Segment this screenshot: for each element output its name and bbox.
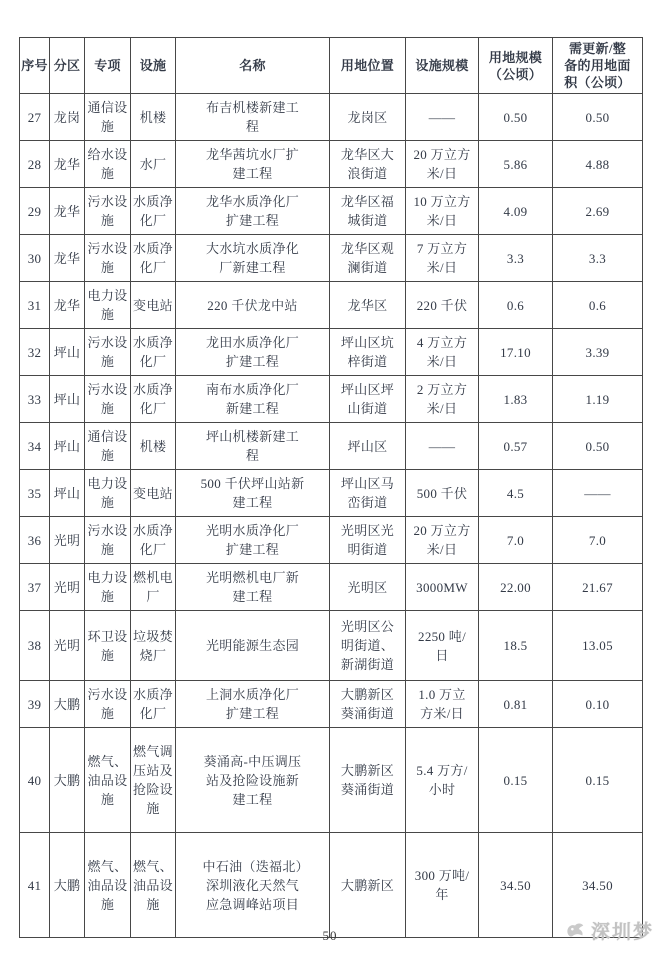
table-cell: 龙华区 (330, 282, 406, 329)
table-cell: 污水设施 (85, 329, 131, 376)
table-cell: 13.05 (553, 611, 643, 681)
table-cell: 1.83 (479, 376, 553, 423)
table-cell: 3.3 (553, 235, 643, 282)
table-cell: 坪山 (50, 470, 85, 517)
table-cell: 光明燃机电厂新建工程 (176, 564, 330, 611)
table-row (20, 833, 643, 938)
table-cell: 18.5 (479, 611, 553, 681)
table-cell: 大鹏新区葵涌街道 (330, 681, 406, 728)
table-cell: 水质净化厂 (131, 235, 176, 282)
table-cell: —— (406, 423, 479, 470)
table-cell: 布吉机楼新建工程 (176, 94, 330, 141)
table-cell: 光明区光明街道 (330, 517, 406, 564)
table-cell: 龙华区福城街道 (330, 188, 406, 235)
table-cell: 光明 (50, 611, 85, 681)
table-cell: 7 万立方米/日 (406, 235, 479, 282)
table-cell: 龙华茜坑水厂扩建工程 (176, 141, 330, 188)
table-cell: 上洞水质净化厂扩建工程 (176, 681, 330, 728)
table-row (20, 470, 643, 517)
table-header (20, 38, 643, 94)
table-cell: 污水设施 (85, 188, 131, 235)
table-cell: 光明区公明街道、新湖街道 (330, 611, 406, 681)
table-row (20, 423, 643, 470)
table-cell: 坪山区坑梓街道 (330, 329, 406, 376)
table-cell: 燃气、油品设施 (131, 833, 176, 938)
table-cell: 坪山机楼新建工程 (176, 423, 330, 470)
table-cell: 南布水质净化厂新建工程 (176, 376, 330, 423)
table-cell: 20 万立方米/日 (406, 517, 479, 564)
table-row (20, 329, 643, 376)
table-cell: 1.19 (553, 376, 643, 423)
table-cell: 光明能源生态园 (176, 611, 330, 681)
table-cell: 0.57 (479, 423, 553, 470)
table-cell: 龙岗区 (330, 94, 406, 141)
table-row (20, 94, 643, 141)
table-cell: 4 万立方米/日 (406, 329, 479, 376)
table-cell: 220 千伏龙中站 (176, 282, 330, 329)
table-cell: 0.10 (553, 681, 643, 728)
table-body (20, 94, 643, 938)
column-header-seq: 序号 (20, 38, 50, 94)
table-cell: 500 千伏 (406, 470, 479, 517)
table-cell: 龙华 (50, 188, 85, 235)
table-cell: 电力设施 (85, 564, 131, 611)
table-cell: 大鹏 (50, 728, 85, 833)
table-cell: 5.4 万方/小时 (406, 728, 479, 833)
table-cell: 1.0 万立方米/日 (406, 681, 479, 728)
table-row (20, 235, 643, 282)
table-cell: —— (553, 470, 643, 517)
table-cell: 通信设施 (85, 423, 131, 470)
table-row (20, 376, 643, 423)
facilities-table (19, 37, 643, 938)
table-cell: 大鹏新区 (330, 833, 406, 938)
table-cell: 29 (20, 188, 50, 235)
column-header-facility: 设施 (131, 38, 176, 94)
table-cell: 污水设施 (85, 376, 131, 423)
table-cell: 坪山 (50, 329, 85, 376)
table-cell: 龙华水质净化厂扩建工程 (176, 188, 330, 235)
column-header-category: 专项 (85, 38, 131, 94)
table-cell: 38 (20, 611, 50, 681)
table-cell: 龙华区观澜街道 (330, 235, 406, 282)
table-cell: 水厂 (131, 141, 176, 188)
table-cell: 3000MW (406, 564, 479, 611)
table-cell: 垃圾焚烧厂 (131, 611, 176, 681)
table-cell: 葵涌高-中压调压站及抢险设施新建工程 (176, 728, 330, 833)
table-cell: 燃气、油品设施 (85, 728, 131, 833)
table-cell: 220 千伏 (406, 282, 479, 329)
table-cell: 0.6 (553, 282, 643, 329)
table-cell: 通信设施 (85, 94, 131, 141)
table-cell: 2 万立方米/日 (406, 376, 479, 423)
table-cell: 30 (20, 235, 50, 282)
table-cell: 4.5 (479, 470, 553, 517)
table-cell: —— (406, 94, 479, 141)
shenzhen-dream-logo-icon (564, 921, 588, 941)
table-cell: 变电站 (131, 282, 176, 329)
table-cell: 500 千伏坪山站新建工程 (176, 470, 330, 517)
table-row (20, 564, 643, 611)
table-row (20, 141, 643, 188)
table-cell: 37 (20, 564, 50, 611)
table-cell: 污水设施 (85, 681, 131, 728)
table-cell: 40 (20, 728, 50, 833)
table-cell: 大水坑水质净化厂新建工程 (176, 235, 330, 282)
table-cell: 0.15 (479, 728, 553, 833)
watermark (564, 917, 654, 944)
table-cell: 坪山区 (330, 423, 406, 470)
table-cell: 34.50 (553, 833, 643, 938)
page-number: 50 (322, 928, 338, 943)
column-header-renewal-area: 需更新/整备的用地面积（公顷） (553, 38, 643, 94)
column-header-name: 名称 (176, 38, 330, 94)
table-cell: 7.0 (553, 517, 643, 564)
table-cell: 17.10 (479, 329, 553, 376)
table-cell: 0.6 (479, 282, 553, 329)
table-cell: 龙岗 (50, 94, 85, 141)
table-cell: 0.15 (553, 728, 643, 833)
table-cell: 20 万立方米/日 (406, 141, 479, 188)
table-cell: 龙华 (50, 282, 85, 329)
table-cell: 4.88 (553, 141, 643, 188)
table-cell: 2.69 (553, 188, 643, 235)
table-cell: 燃气调压站及抢险设施 (131, 728, 176, 833)
table-cell: 水质净化厂 (131, 376, 176, 423)
table-cell: 燃气、油品设施 (85, 833, 131, 938)
table-cell: 34.50 (479, 833, 553, 938)
table-cell: 0.50 (553, 94, 643, 141)
table-row (20, 681, 643, 728)
table-cell: 电力设施 (85, 282, 131, 329)
table-cell: 大鹏新区葵涌街道 (330, 728, 406, 833)
table-cell: 龙华 (50, 235, 85, 282)
table-cell: 5.86 (479, 141, 553, 188)
table-cell: 36 (20, 517, 50, 564)
table-cell: 28 (20, 141, 50, 188)
table-cell: 3.39 (553, 329, 643, 376)
page-footer (0, 928, 660, 944)
column-header-land-area: 用地规模（公顷） (479, 38, 553, 94)
table-cell: 300 万吨/年 (406, 833, 479, 938)
table-row (20, 517, 643, 564)
table-cell: 龙华 (50, 141, 85, 188)
watermark-text: 深圳梦 (590, 922, 654, 943)
table-cell: 0.50 (553, 423, 643, 470)
table-cell: 33 (20, 376, 50, 423)
table-cell: 34 (20, 423, 50, 470)
table-cell: 中石油（迭福北）深圳液化天然气应急调峰站项目 (176, 833, 330, 938)
table-cell: 龙华区大浪街道 (330, 141, 406, 188)
table-cell: 大鹏 (50, 833, 85, 938)
table-cell: 2250 吨/日 (406, 611, 479, 681)
table-row (20, 188, 643, 235)
table-cell: 0.50 (479, 94, 553, 141)
table-cell: 坪山区坪山街道 (330, 376, 406, 423)
table-cell: 7.0 (479, 517, 553, 564)
table-cell: 变电站 (131, 470, 176, 517)
table-cell: 10 万立方米/日 (406, 188, 479, 235)
table-cell: 光明 (50, 517, 85, 564)
table-cell: 4.09 (479, 188, 553, 235)
table-cell: 水质净化厂 (131, 517, 176, 564)
table-cell: 坪山 (50, 423, 85, 470)
table-cell: 大鹏 (50, 681, 85, 728)
table-cell: 电力设施 (85, 470, 131, 517)
table-cell: 光明水质净化厂扩建工程 (176, 517, 330, 564)
table-cell: 22.00 (479, 564, 553, 611)
table-cell: 0.81 (479, 681, 553, 728)
table-row (20, 611, 643, 681)
table-cell: 光明 (50, 564, 85, 611)
table-cell: 机楼 (131, 423, 176, 470)
table-cell: 35 (20, 470, 50, 517)
table-cell: 27 (20, 94, 50, 141)
table-cell: 41 (20, 833, 50, 938)
table-cell: 坪山区马峦街道 (330, 470, 406, 517)
table-cell: 给水设施 (85, 141, 131, 188)
table-cell: 3.3 (479, 235, 553, 282)
column-header-location: 用地位置 (330, 38, 406, 94)
table-cell: 燃机电厂 (131, 564, 176, 611)
table-cell: 环卫设施 (85, 611, 131, 681)
table-cell: 21.67 (553, 564, 643, 611)
table-cell: 31 (20, 282, 50, 329)
table-cell: 龙田水质净化厂扩建工程 (176, 329, 330, 376)
table-cell: 污水设施 (85, 517, 131, 564)
table-row (20, 282, 643, 329)
table-cell: 32 (20, 329, 50, 376)
table-cell: 39 (20, 681, 50, 728)
header-row (20, 38, 643, 94)
column-header-scale: 设施规模 (406, 38, 479, 94)
table-cell: 光明区 (330, 564, 406, 611)
table-cell: 机楼 (131, 94, 176, 141)
table-cell: 水质净化厂 (131, 329, 176, 376)
table-cell: 污水设施 (85, 235, 131, 282)
table-cell: 水质净化厂 (131, 681, 176, 728)
table-row (20, 728, 643, 833)
table-cell: 水质净化厂 (131, 188, 176, 235)
column-header-district: 分区 (50, 38, 85, 94)
table-cell: 坪山 (50, 376, 85, 423)
